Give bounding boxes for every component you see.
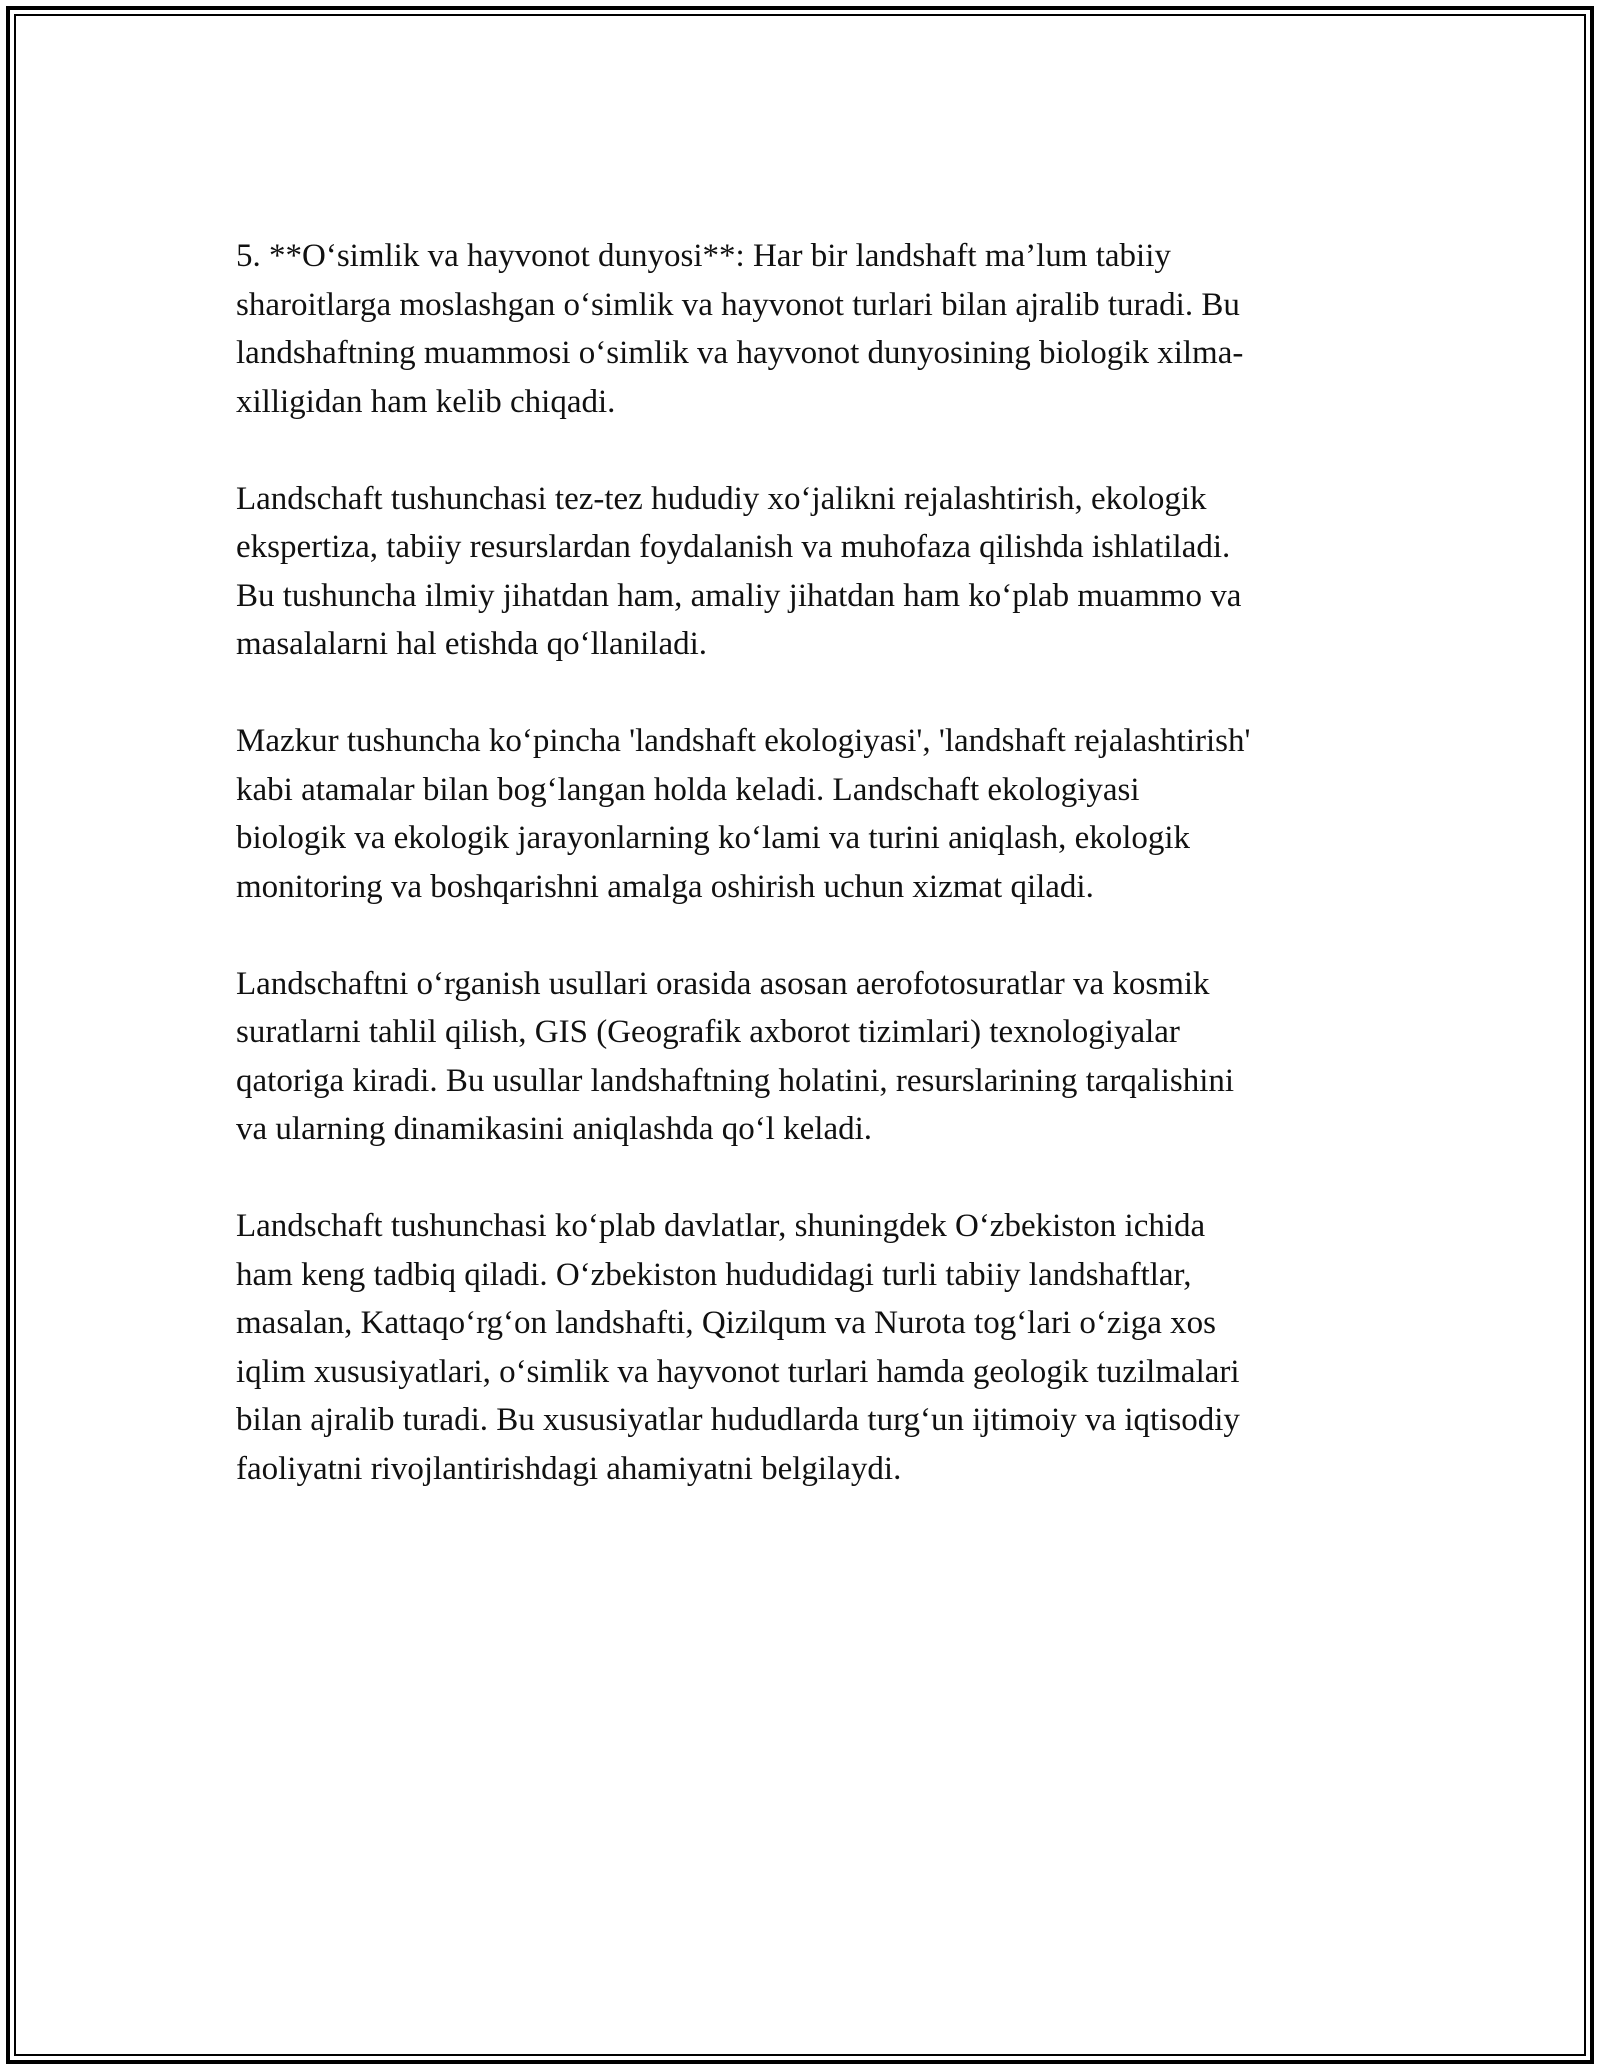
paragraph-landscape-ecology	[236, 717, 1376, 911]
text-line: faoliyatni rivojlantirishdagi ahamiyatni belgilaydi.	[236, 1450, 902, 1487]
text-line: masalalarni hal etishda qo‘llaniladi.	[236, 626, 708, 662]
paragraph-uzbekistan	[236, 1202, 1376, 1493]
text-line: landshaftning muammosi o‘simlik va hayvonot dunyosining biologik xilma-	[236, 335, 1244, 371]
text-line: iqlim xususiyatlari, o‘simlik va hayvonot turlari hamda geologik tuzilmalari	[236, 1353, 1240, 1390]
text-line: masalan, Kattaqo‘rg‘on landshafti, Qizilqum va Nurota tog‘lari o‘ziga xos	[236, 1305, 1216, 1341]
text-line: va ularning dinamikasini aniqlashda qo‘l keladi.	[236, 1111, 873, 1147]
text-line: 5. **O‘simlik va hayvonot dunyosi**: Har bir landshaft ma’lum tabiiy	[236, 238, 1171, 274]
text-line: kabi atamalar bilan bog‘langan holda keladi. Landschaft ekologiyasi	[236, 771, 1140, 808]
document-body	[236, 232, 1376, 1542]
text-line: Mazkur tushuncha ko‘pincha 'landshaft ekologiyasi', 'landshaft rejalashtirish'	[236, 723, 1251, 759]
text-line: Landschaft tushunchasi tez-tez hududiy xo‘jalikni rejalashtirish, ekologik	[236, 480, 1207, 517]
text-line: sharoitlarga moslashgan o‘simlik va hayvonot turlari bilan ajralib turadi. Bu	[236, 286, 1240, 323]
text-line: ekspertiza, tabiiy resurslardan foydalanish va muhofaza qilishda ishlatiladi.	[236, 529, 1231, 565]
text-line: monitoring va boshqarishni amalga oshirish uchun xizmat qiladi.	[236, 868, 1094, 905]
paragraph-landscape-usage	[236, 475, 1376, 669]
text-line: ham keng tadbiq qiladi. O‘zbekiston hududidagi turli tabiiy landshaftlar,	[236, 1256, 1192, 1293]
text-line: xilligidan ham kelib chiqadi.	[236, 383, 616, 420]
text-line: qatoriga kiradi. Bu usullar landshaftning holatini, resurslarining tarqalishini	[236, 1062, 1235, 1099]
text-line: Landschaftni o‘rganish usullari orasida asosan aerofotosuratlar va kosmik	[236, 965, 1210, 1002]
paragraph-study-methods	[236, 960, 1376, 1154]
text-line: suratlarni tahlil qilish, GIS (Geografik axborot tizimlari) texnologiyalar	[236, 1014, 1180, 1050]
text-line: biologik va ekologik jarayonlarning ko‘lami va turini aniqlash, ekologik	[236, 820, 1191, 856]
paragraph-flora-fauna	[236, 232, 1376, 426]
text-line: Bu tushuncha ilmiy jihatdan ham, amaliy jihatdan ham ko‘plab muammo va	[236, 577, 1242, 614]
text-line: Landschaft tushunchasi ko‘plab davlatlar, shuningdek O‘zbekiston ichida	[236, 1208, 1206, 1244]
text-line: bilan ajralib turadi. Bu xususiyatlar hududlarda turg‘un ijtimoiy va iqtisodiy	[236, 1402, 1240, 1438]
